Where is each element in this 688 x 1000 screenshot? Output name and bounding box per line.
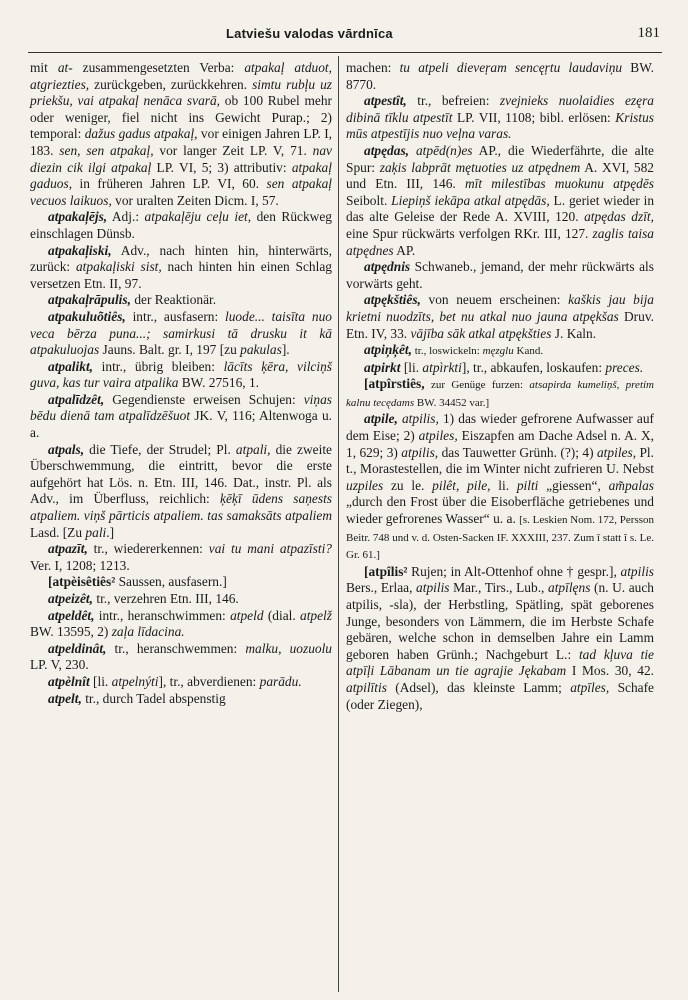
entry-text: vājība sāk atkal atpękšties: [410, 325, 552, 341]
headword: atpèlnît: [48, 673, 90, 689]
left-column: [30, 60, 332, 707]
continued-entry: [30, 60, 332, 209]
dictionary-entry: [346, 376, 654, 411]
entry-text: zu le.: [383, 477, 433, 493]
entry-text: ].: [281, 342, 290, 358]
headword: atpeldêt,: [48, 607, 95, 623]
entry-text: ķēķī ūdens saņests atpaliem. viņš pārticis atpaliem. tas samaksāts atpaliem: [30, 491, 332, 524]
headword: atpile,: [364, 411, 398, 427]
entry-text: atpeld: [230, 607, 264, 623]
entry-text: (n. U. auch atpilis, -sla), der Herbstling, Spätling, spät geborenes Junge, besonders von Lämmern, die im Herbste Schafe gebären, welche schon in demselben Jahre ein Lamm geboren haben Grünh.; Nachgeburt L.:: [346, 580, 654, 662]
entry-text: die Tiefe, der Strudel; Pl.: [84, 441, 236, 457]
entry-text: I Mos. 30, 42.: [566, 663, 654, 679]
entry-text: nach hinten hin einen Schlag versetzen Etn. II, 97.: [30, 259, 332, 291]
entry-text: pakulas: [240, 342, 282, 358]
entry-text: kaškis jau bija krietni nuodzīts, bet nu atkal nuo jauna atpękšas: [346, 292, 654, 324]
entry-text: zaķis labprāt mętuoties uz atpędnem: [379, 159, 581, 175]
headword: atpędnis: [364, 259, 411, 275]
entry-text: zaļa līdacina.: [111, 624, 185, 640]
entry-text: mit: [30, 60, 58, 75]
entry-text: tr., wiedererkennen:: [87, 541, 209, 557]
headword: atpeldinât,: [48, 640, 107, 656]
entry-text: [atpîrstiês,: [364, 376, 425, 392]
entry-text: tr., befreien:: [406, 93, 500, 109]
entry-text: Liepiņš iekāpa atkal atpędās,: [391, 192, 550, 208]
entry-text: (dial.: [263, 607, 300, 623]
entry-text: Schafe (oder Ziegen),: [346, 679, 654, 712]
dictionary-entry: [346, 93, 654, 143]
entry-text: tu atpeli dieveŗam sencęŗtu laudaviņu: [399, 60, 623, 75]
dictionary-entry: [30, 574, 332, 591]
entry-text: tr., loswickeln:: [412, 345, 483, 358]
entry-text: Seibolt.: [346, 192, 392, 208]
entry-text: den Rückweg einschlagen Dünsb.: [30, 209, 332, 241]
entry-text: pali: [85, 524, 107, 540]
entry-text: ], tr., abverdienen:: [158, 673, 260, 689]
headword: atpals,: [48, 441, 85, 457]
dictionary-entry: [30, 591, 332, 608]
entry-text: atpilis: [620, 563, 654, 579]
entry-text: vai tu mani atpazīsti?: [208, 541, 332, 557]
entry-text: li.: [490, 477, 517, 493]
entry-text: uzpiles: [346, 477, 384, 493]
entry-text: vor langer Zeit LP. V, 71.: [153, 142, 313, 158]
entry-text: Jauns. Balt. gr. I, 197 [zu: [99, 342, 241, 358]
entry-text: [li.: [89, 673, 112, 689]
headword: atpirkt: [364, 359, 401, 375]
dictionary-entry: [346, 360, 654, 377]
dictionary-entry: [346, 411, 654, 563]
entry-text: tr., durch Tadel abspenstig: [81, 690, 226, 706]
entry-text: das Tauwetter Grünh. (?); 4): [438, 444, 597, 460]
entry-text: zusammengesetzten Verba:: [72, 60, 245, 75]
column-divider: [338, 56, 339, 992]
entry-text: Bers., Erlaa,: [346, 580, 417, 596]
entry-text: atpilis,: [401, 444, 439, 460]
entry-text: atsapirda kumeliņš, pretim kalnu tecędams: [346, 379, 654, 409]
entry-text: L. geriet wieder in das alte Geleise der Rede A. XVIII, 120.: [346, 192, 655, 225]
entry-text: pilêt, pile,: [432, 477, 491, 493]
entry-text: Schwaneb., jemand, der mehr rückwärts als vorwärts geht.: [346, 259, 654, 291]
entry-text: .]: [106, 524, 115, 540]
entry-text: Adj.:: [107, 209, 145, 225]
entry-text: atpali,: [235, 441, 271, 457]
header-rule: [28, 52, 662, 53]
entry-text: LP. VI, 5; 3) attributiv:: [151, 159, 292, 175]
entry-text: atpilis,: [401, 411, 439, 427]
entry-text: męzglu: [482, 345, 514, 358]
entry-text: [atpîlis²: [364, 563, 408, 579]
entry-text: ], tr., abkaufen, loskaufen:: [461, 359, 606, 375]
entry-text: Ver. I, 1208; 1213.: [30, 557, 130, 573]
entry-text: am̃palas: [608, 477, 654, 493]
dictionary-entry: [30, 392, 332, 442]
entry-text: nav diezin cik ilgi atpakaļ: [30, 142, 332, 175]
entry-text: JK. V, 116; Altenwoga u. a.: [30, 408, 332, 441]
entry-text: Druv. Etn. IV, 33.: [346, 308, 654, 341]
entry-text: atpakaļ atduot, atgriezties,: [30, 60, 332, 92]
entry-text: 1) das wieder gefrorene Aufwasser auf dem Eise; 2): [346, 411, 654, 444]
entry-text: intr., ausfasern:: [125, 308, 226, 324]
entry-text: die zweite Überschwemmung, die eintritt, bevor die erste aufgehört hat Lös. n. Etn. III, 146. Dat., instr. Pl. als Adv., im Überfluss, reichlich:: [30, 441, 332, 507]
entry-text: atpīlęns: [548, 580, 591, 596]
headword: atpalīdzêt,: [48, 391, 105, 407]
entry-text: tad kļuva tie atpīļi Lābanam un tie agrajie Jękabam: [346, 646, 654, 679]
entry-text: lācīts ķēra, vilciņš guva, kas tur vaira atpalika: [30, 358, 332, 391]
entry-text: atpędas dzīt,: [584, 209, 654, 225]
headword: atpelt,: [48, 690, 82, 706]
dictionary-entry: [30, 359, 332, 392]
entry-text: LP. V, 230.: [30, 657, 89, 673]
entry-text: BW. 27516, 1.: [178, 375, 260, 391]
entry-text: dažus gadus atpakaļ,: [84, 126, 198, 142]
entry-text: Gegendienste erweisen Schujen:: [104, 391, 304, 407]
headword: atpakaļiski,: [48, 242, 112, 258]
headword: atpękštiês,: [364, 292, 421, 308]
entry-text: tr., heranschwemmen:: [106, 640, 246, 656]
entry-text: tr., verzehren Etn. III, 146.: [93, 591, 239, 606]
entry-text: [atpèisêtiês²: [48, 574, 116, 590]
entry-text: vor einigen Jahren LP. I, 183.: [30, 126, 333, 158]
headword: atpakuluõtiês,: [48, 308, 126, 324]
headword: atpiņķêt,: [364, 342, 412, 358]
entry-text: BW. 13595, 2): [30, 624, 112, 640]
dictionary-entry: [346, 143, 654, 259]
entry-text: atpilis: [416, 580, 450, 596]
entry-text: Kand.: [513, 345, 544, 358]
entry-text: „giessen“,: [538, 477, 609, 493]
headword: atpeizêt,: [48, 591, 93, 606]
right-column: [346, 60, 654, 713]
entry-text: luode... taisīta nuo veca bērza puna...; samirkusi tā drusku it kā atpakuluojas: [30, 308, 332, 358]
entry-text: atpēd(n)es: [415, 142, 473, 158]
entry-text: atpelž: [300, 607, 332, 623]
entry-text: Rujen; in Alt-Ottenhof ohne † gespr.],: [407, 563, 621, 579]
dictionary-entry: [346, 259, 654, 292]
entry-text: der Reaktionär.: [130, 292, 217, 308]
entry-text: Adv., nach hinten hin, hinterwärts, zurück:: [30, 242, 332, 275]
headword: atpakaļējs,: [48, 209, 108, 225]
entry-text: atpakaļiski sist,: [75, 259, 162, 275]
dictionary-entry: [30, 292, 332, 309]
entry-text: atpakaļ gaduos,: [30, 159, 332, 192]
entry-text: Pl. t., Morastestellen, die im Winter nicht zufrieren U. Nebst: [346, 444, 654, 477]
entry-text: intr., übrig bleiben:: [93, 358, 224, 374]
page-number: 181: [637, 25, 660, 41]
dictionary-entry: [346, 292, 654, 342]
entry-text: atpilītis: [346, 679, 387, 695]
entry-text: atpiles,: [418, 428, 458, 444]
entry-text: J. Kaln.: [551, 325, 597, 341]
entry-text: pilti: [516, 477, 539, 493]
entry-text: intr., heranschwimmen:: [94, 607, 231, 623]
entry-text: sen, sen atpakaļ,: [59, 142, 154, 158]
entry-text: atpīles,: [570, 679, 610, 695]
continued-entry: [346, 60, 654, 93]
dictionary-entry: [30, 674, 332, 691]
entry-text: Mar., Tirs., Lub.,: [449, 580, 548, 596]
headword: atpestît,: [364, 93, 407, 109]
headword: atpakaļrāpulis,: [48, 292, 131, 308]
entry-text: Saussen, ausfasern.]: [115, 574, 227, 590]
entry-text: zvejnieks nuolaidies ezęra dibinā tīklu atpestīt: [346, 93, 654, 125]
entry-text: „durch den Frost über die Eisoberfläche getriebenes und wieder gefrorenes Wasser“ u. a.: [346, 494, 654, 527]
entry-text: [li.: [400, 359, 423, 375]
entry-text: malku, uozuolu: [245, 640, 332, 656]
entry-text: BW. 8770.: [346, 60, 654, 92]
dictionary-entry: [30, 309, 332, 359]
entry-text: eine Spur rückwärts verfolgen RKr. III, 127.: [346, 225, 593, 241]
entry-text: atpiles,: [596, 444, 637, 460]
dictionary-entry: [30, 691, 332, 708]
entry-text: machen:: [346, 60, 400, 75]
dictionary-entry: [346, 564, 654, 713]
entry-text: vor uralten Zeiten Dicm. I, 57.: [111, 192, 279, 208]
entry-text: [409, 143, 416, 158]
dictionary-entry: [30, 442, 332, 542]
entry-text: A. XVI, 582 und Etn. III, 146.: [346, 159, 654, 192]
dictionary-entry: [30, 608, 332, 641]
entry-text: BW. 34452 var.]: [414, 396, 490, 409]
entry-text: ob 100 Rubel mehr oder weniger, fiel nicht ins Gewicht Purap.; 2) temporal:: [30, 93, 332, 142]
headword: atpędas,: [364, 142, 410, 158]
entry-text: AP., die Wiederfährte, die alte Spur:: [346, 142, 654, 175]
entry-text: zur Genüge furzen:: [424, 379, 530, 392]
entry-text: mīt milestības muokunu atpędēs: [464, 176, 654, 192]
header-title: Latviešu valodas vārdnīca: [226, 26, 393, 41]
entry-text: zaglis taisa atpędnes: [346, 225, 654, 258]
entry-text: in früheren Jahren LP. VI, 60.: [72, 176, 267, 192]
entry-text: atpakaļēju ceļu iet,: [144, 209, 252, 225]
dictionary-entry: [30, 641, 332, 674]
dictionary-entry: [30, 243, 332, 293]
entry-text: at-: [57, 60, 73, 75]
headword: atpazīt,: [48, 541, 88, 557]
entry-text: atpìrkti: [422, 359, 462, 375]
dictionary-entry: [346, 342, 654, 360]
entry-text: [s. Leskien Nom. 172, Persson Beitr. 748 und v. d. Osten-Sacken IF. XXXIII, 237. Zum ī statt ĭ s. Le. Gr. 61.]: [346, 514, 655, 562]
running-header: [0, 26, 688, 48]
entry-text: zurückgeben, zurückkehren.: [89, 76, 253, 92]
entry-text: AP.: [393, 242, 416, 258]
entry-text: atpelnýti: [111, 673, 159, 689]
dictionary-entry: [30, 209, 332, 242]
entry-text: simtu rubļu uz priekšu, vai atpakaļ nenāca svarā,: [30, 76, 332, 109]
entry-text: Eiszapfen am Dache Adsel n. A. X, 1, 629; 3): [346, 428, 655, 460]
entry-text: LP. VII, 1108; bibl. erlösen:: [452, 109, 616, 125]
headword: atpalikt,: [48, 358, 94, 374]
entry-text: von neuem erscheinen:: [420, 292, 569, 308]
entry-text: Lasd. [Zu: [30, 524, 86, 540]
entry-text: (Adsel), das kleinste Lamm;: [386, 679, 571, 695]
entry-text: Kristus mūs atpestījis nuo veļna varas.: [346, 109, 654, 142]
entry-text: parādu.: [259, 673, 302, 689]
dictionary-entry: [30, 541, 332, 574]
entry-text: preces.: [605, 359, 644, 375]
entry-text: viņas bēdu dienā tam atpalīdzēšuot: [30, 391, 332, 424]
entry-text: sen atpakaļ vecuos laikuos,: [30, 176, 332, 208]
